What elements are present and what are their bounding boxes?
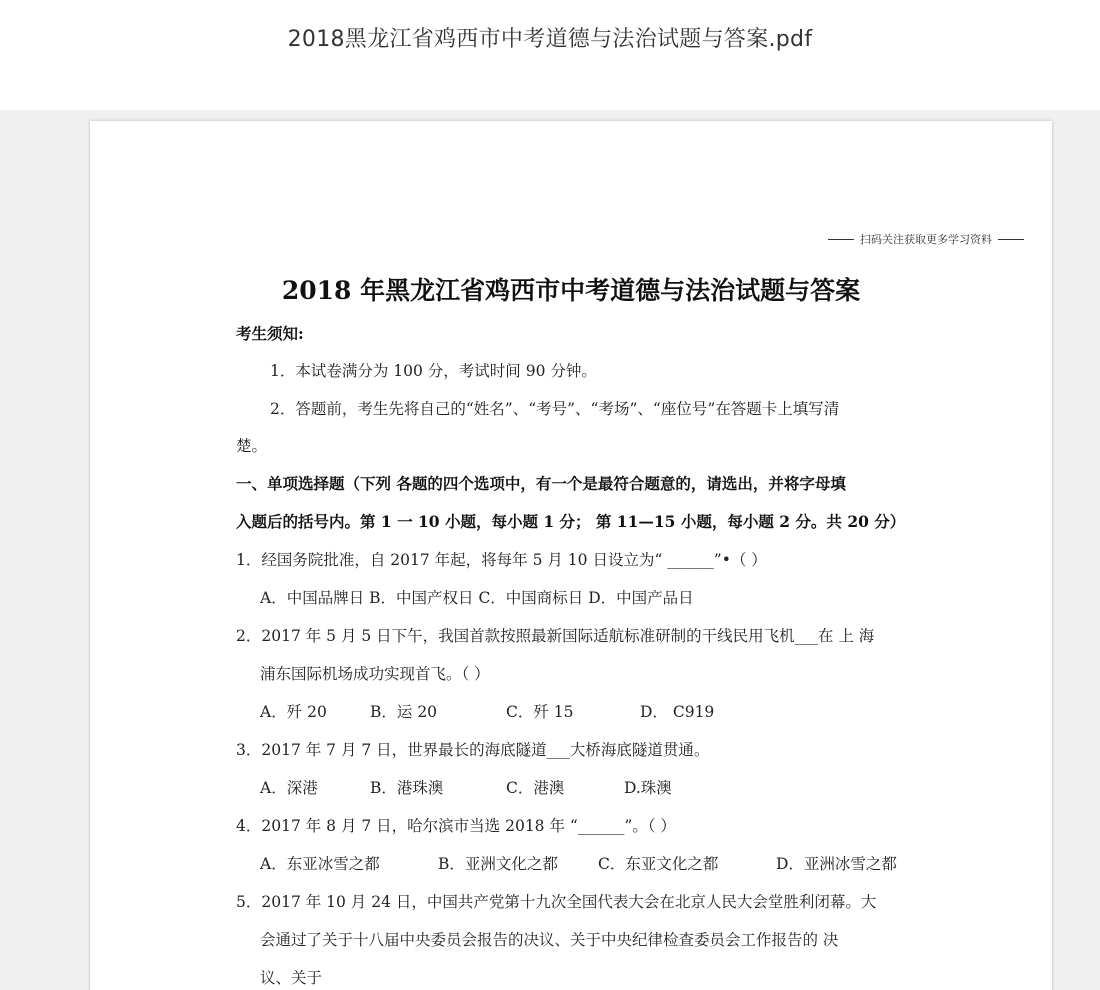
option: C．歼 15 — [506, 703, 574, 721]
scan-note — [828, 231, 1024, 247]
pdf-page — [90, 121, 1052, 990]
question-stem: 议、关于 — [260, 969, 323, 987]
option: B．港珠澳 — [370, 779, 444, 797]
option: D.珠澳 — [624, 779, 672, 797]
notice-heading: 考生须知: — [236, 324, 304, 343]
pdf-viewer[interactable] — [0, 110, 1100, 990]
question-stem: 2．2017 年 5 月 5 日下午，我国首款按照最新国际适航标准研制的干线民用飞机___在 上 海 — [236, 627, 875, 645]
option: A．深港 — [260, 779, 318, 797]
divider — [998, 239, 1024, 240]
question-stem: 5．2017 年 10 月 24 日，中国共产党第十九次全国代表大会在北京人民大会堂胜利闭幕。大 — [236, 893, 877, 911]
question-stem: 3．2017 年 7 月 7 日，世界最长的海底隧道___大桥海底隧道贯通。 — [236, 741, 710, 759]
scan-note-text: 扫码关注获取更多学习资料 — [860, 233, 992, 246]
paper-title: 2018 年黑龙江省鸡西市中考道德与法治试题与答案 — [281, 276, 861, 305]
option: B．亚洲文化之都 — [438, 855, 558, 873]
question-stem: 会通过了关于十八届中央委员会报告的决议、关于中央纪律检查委员会工作报告的 决 — [260, 931, 839, 949]
notice-item: 楚。 — [236, 437, 268, 455]
option: C．港澳 — [506, 779, 565, 797]
question-stem: 4．2017 年 8 月 7 日，哈尔滨市当选 2018 年 “______”。（ ） — [236, 817, 676, 835]
option: D． C919 — [640, 703, 715, 721]
section-heading: 一、单项选择题（下列 各题的四个选项中，有一个是最符合题意的，请选出，并将字母填 — [236, 474, 846, 493]
option: D．亚洲冰雪之都 — [776, 855, 897, 873]
document-title: 2018黑龙江省鸡西市中考道德与法治试题与答案.pdf — [287, 27, 813, 52]
question-stem: 浦东国际机场成功实现首飞。（ ） — [260, 665, 490, 683]
notice-item: 1．本试卷满分为 100 分，考试时间 90 分钟。 — [270, 362, 597, 380]
section-heading: 入题后的括号内。第 1 一 10 小题，每小题 1 分； 第 11—15 小题，每小题 2 分。共 20 分） — [236, 512, 906, 531]
question-stem: 1．经国务院批准，自 2017 年起，将每年 5 月 10 日设立为“ ______”•（ ） — [236, 551, 767, 569]
option: A．东亚冰雪之都 — [260, 855, 380, 873]
option: B．运 20 — [370, 703, 438, 721]
notice-item: 2．答题前，考生先将自己的“姓名”、“考号”、“考场”、“座位号”在答题卡上填写清 — [270, 400, 840, 418]
option: C．东亚文化之都 — [598, 855, 719, 873]
divider — [828, 239, 854, 240]
viewer-header — [0, 0, 1100, 110]
option: A．歼 20 — [260, 703, 327, 721]
question-options: A．中国品牌日 B．中国产权日 C．中国商标日 D．中国产品日 — [260, 589, 694, 607]
